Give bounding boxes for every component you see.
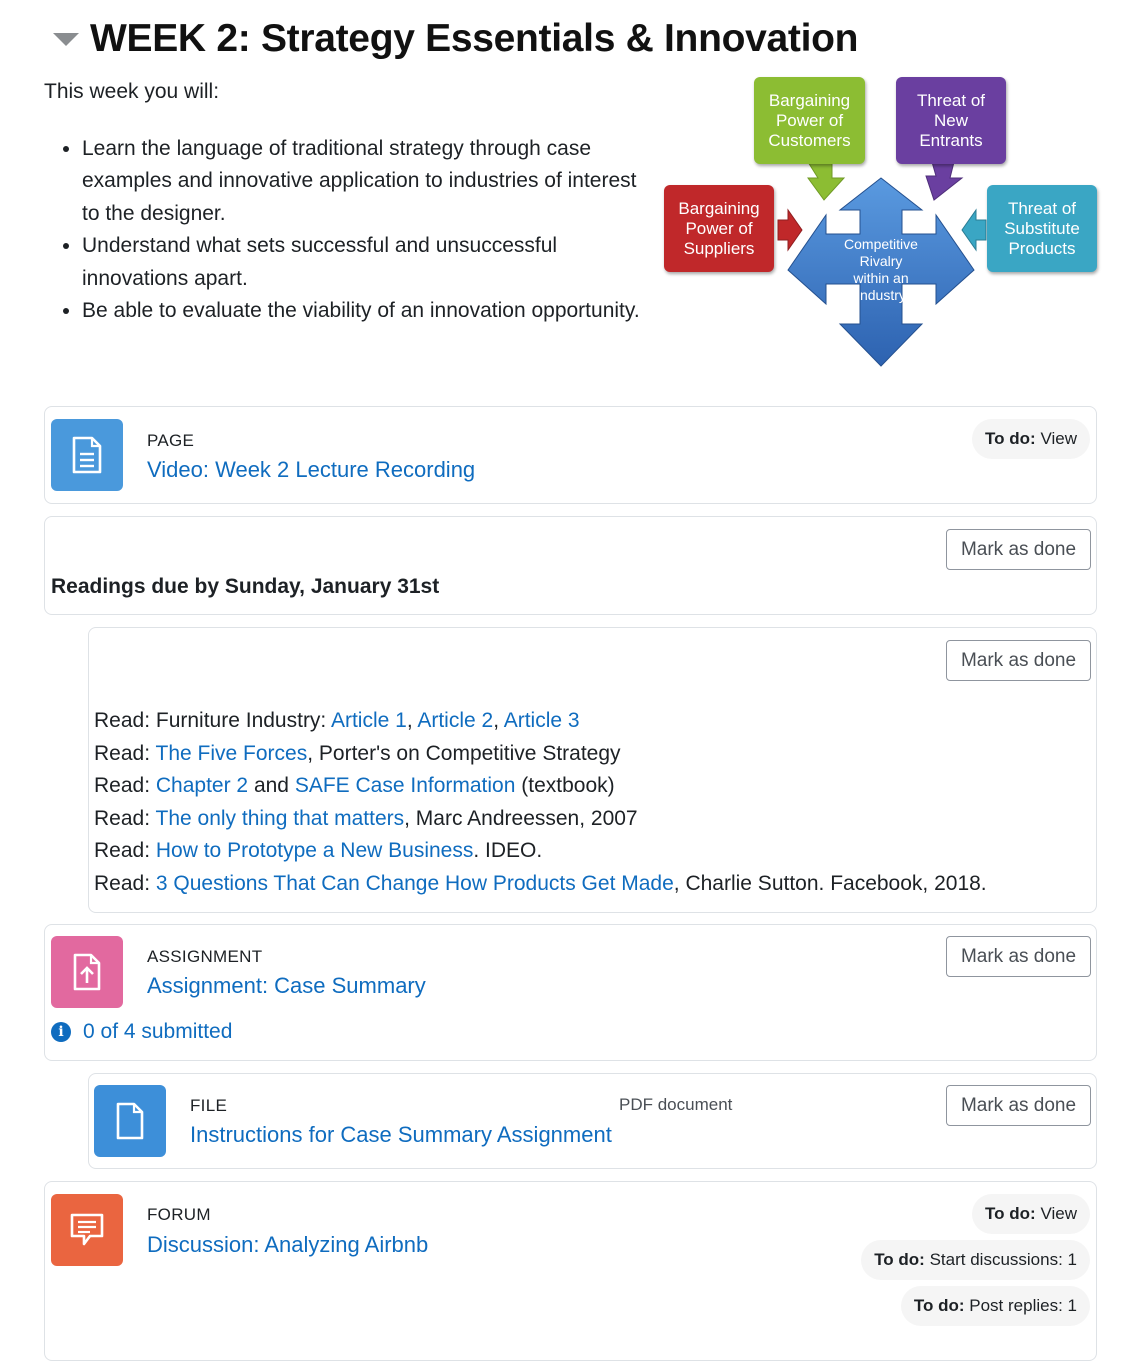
force-suppliers: Bargaining Power of Suppliers <box>664 185 774 272</box>
todo-start-discussions-badge: To do: Start discussions: 1 <box>861 1240 1090 1280</box>
airbnb-discussion-link[interactable]: Discussion: Analyzing Airbnb <box>147 1232 429 1257</box>
force-entrants: Threat of New Entrants <box>896 77 1006 164</box>
activity-type-label: FORUM <box>147 1205 211 1224</box>
section-summary <box>44 76 644 328</box>
activity-video-page <box>44 406 1097 504</box>
file-details: PDF document <box>619 1095 733 1114</box>
substitutes-arrow <box>962 210 986 250</box>
readings-lines <box>94 705 987 901</box>
activity-forum <box>44 1181 1097 1361</box>
reading-line: Read: The only thing that matters, Marc Andreessen, 2007 <box>94 806 638 830</box>
reading-line: Read: Chapter 2 and SAFE Case Information (textbook) <box>94 774 615 798</box>
mark-as-done-button[interactable]: Mark as done <box>946 640 1091 681</box>
reading-line: Read: The Five Forces, Porter's on Competitive Strategy <box>94 741 621 765</box>
info-icon: i <box>51 1022 71 1042</box>
summary-intro: This week you will: <box>44 80 220 103</box>
activity-type-label: ASSIGNMENT <box>147 947 263 966</box>
collapse-toggle-icon[interactable] <box>52 25 80 53</box>
case-summary-instructions-link[interactable]: Instructions for Case Summary Assignment <box>190 1122 612 1147</box>
summary-bullet: • Be able to evaluate the viability of an innovation opportunity. <box>82 295 644 328</box>
article-2-link[interactable]: Article 2 <box>417 709 494 732</box>
todo-view-badge: To do: View <box>972 419 1090 459</box>
assignment-upload-icon <box>51 936 123 1008</box>
video-lecture-link[interactable]: Video: Week 2 Lecture Recording <box>147 457 476 482</box>
submitted-count-link[interactable]: 0 of 4 submitted <box>83 1020 233 1043</box>
safe-case-link[interactable]: SAFE Case Information <box>294 774 516 798</box>
force-substitutes: Threat of Substitute Products <box>987 185 1097 272</box>
entrants-arrow <box>926 162 962 200</box>
mark-as-done-button[interactable]: Mark as done <box>946 529 1091 570</box>
activity-assignment <box>44 924 1097 1061</box>
assignment-case-summary-link[interactable]: Assignment: Case Summary <box>147 973 426 998</box>
force-rivalry-label: Competitive Rivalry within an Industry <box>844 236 918 303</box>
article-3-link[interactable]: Article 3 <box>503 709 580 732</box>
mark-as-done-button[interactable]: Mark as done <box>946 1085 1091 1126</box>
article-1-link[interactable]: Article 1 <box>330 709 407 732</box>
readings-due-label <box>44 516 1097 615</box>
three-questions-link[interactable]: 3 Questions That Can Change How Products Get Made <box>155 871 674 895</box>
readings-list <box>88 627 1097 913</box>
todo-post-replies-badge: To do: Post replies: 1 <box>901 1286 1090 1326</box>
force-customers: Bargaining Power of Customers <box>754 77 865 164</box>
activity-type-label: FILE <box>190 1096 228 1115</box>
activity-file <box>88 1073 1097 1169</box>
reading-line: Read: Furniture Industry: Article 1, Article 2, Article 3 <box>94 709 580 732</box>
section-title: WEEK 2: Strategy Essentials & Innovation <box>90 17 859 60</box>
file-icon <box>94 1085 166 1157</box>
page-icon <box>51 419 123 491</box>
only-thing-link[interactable]: The only thing that matters <box>155 806 405 830</box>
activity-type-label: PAGE <box>147 431 195 450</box>
customers-arrow <box>808 162 844 200</box>
five-forces-diagram <box>660 74 1105 374</box>
forum-chat-icon <box>51 1194 123 1266</box>
readings-due-title: Readings due by Sunday, January 31st <box>51 575 440 598</box>
summary-bullet: • Understand what sets successful and unsuccessful innovations apart. <box>82 230 644 295</box>
reading-line: Read: 3 Questions That Can Change How Products Get Made, Charlie Sutton. Facebook, 2018. <box>94 871 987 895</box>
reading-line: Read: How to Prototype a New Business. IDEO. <box>94 839 543 863</box>
section-header <box>52 14 858 64</box>
suppliers-arrow <box>778 210 802 250</box>
todo-view-badge: To do: View <box>972 1194 1090 1234</box>
five-forces-link[interactable]: The Five Forces <box>155 741 308 765</box>
summary-bullet: • Learn the language of traditional strategy through case examples and innovative application to industries of interest to the designer. <box>82 133 644 231</box>
submission-status[interactable] <box>51 1020 232 1044</box>
chapter-2-link[interactable]: Chapter 2 <box>155 774 249 798</box>
prototype-business-link[interactable]: How to Prototype a New Business <box>155 839 474 863</box>
summary-list <box>44 133 644 328</box>
mark-as-done-button[interactable]: Mark as done <box>946 936 1091 977</box>
